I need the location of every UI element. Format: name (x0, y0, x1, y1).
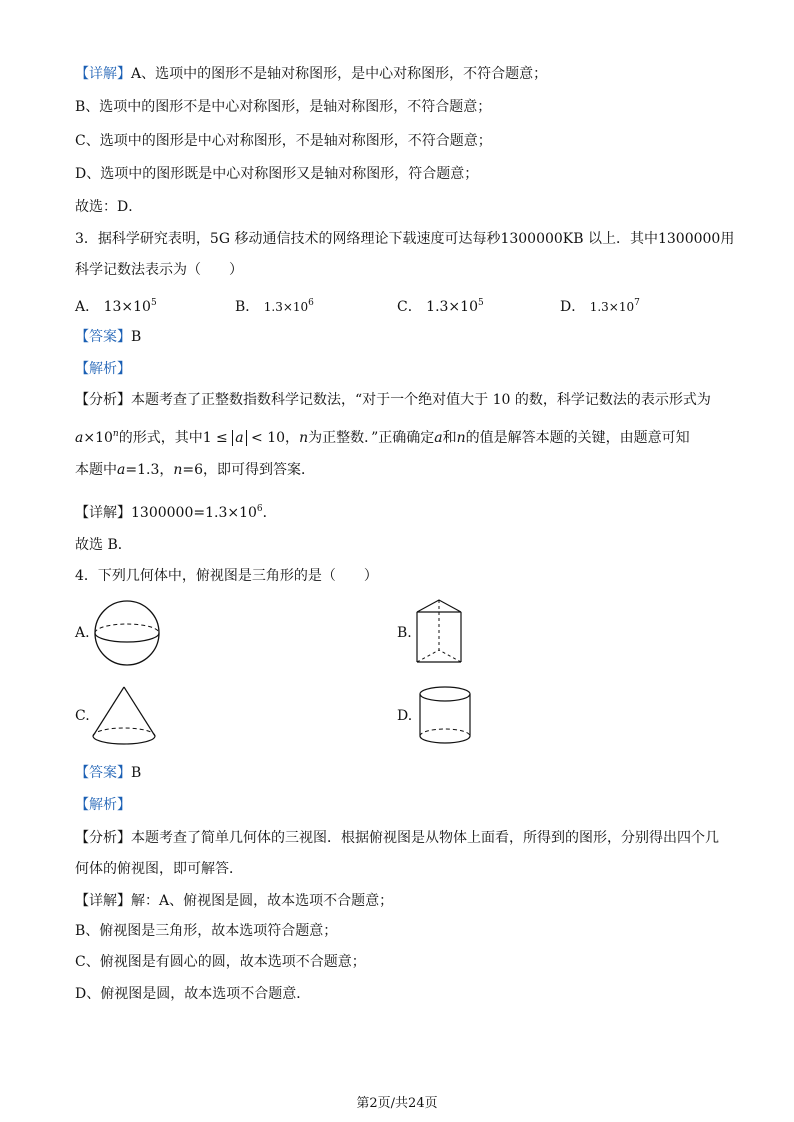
option-a: A． $13\times 10^5$ (75, 298, 157, 315)
cylinder-figure (416, 684, 474, 748)
option-d: D． $1.3\times 10^7$ (560, 298, 640, 315)
question-3-text: 科学记数法表示为（ ） (75, 262, 243, 278)
detail-line: B、俯视图是三角形，故本选项符合题意； (75, 923, 338, 939)
analysis-line: 本题中a=1.3，n=6，即可得到答案． (75, 462, 316, 478)
detail-line: C、俯视图是有圆心的圆，故本选项不合题意； (75, 954, 366, 970)
option-c-label: C. (75, 708, 90, 724)
text-line: 故选：D． (75, 199, 143, 215)
option-a-label: A. (75, 625, 90, 641)
section-tag: 【详解】 (75, 66, 131, 82)
analysis-line: $a\times 10^n$的形式，其中1 ≤ a < 10，n为正整数．”正确确定a和n的值是解答本题的关键，由题意可知 (75, 429, 690, 446)
detail-line: 【详解】$1300000=1.3\times 10^6$． (75, 504, 277, 521)
text-line: 故选 B． (75, 537, 132, 553)
text-line: 【详解】A、选项中的图形不是轴对称图形，是中心对称图形，不符合题意； (75, 66, 548, 82)
detail-line: 【详解】解：A、俯视图是圆，故本选项不合题意； (75, 893, 394, 909)
analysis-tag: 【解析】 (75, 361, 131, 377)
cone-figure (88, 684, 160, 748)
answer-line: 【答案】B (75, 765, 142, 781)
analysis-line: 【分析】本题考查了简单几何体的三视图．根据俯视图是从物体上面看，所得到的图形，分别得出四个几 (75, 830, 719, 846)
option-d-label: D. (397, 708, 413, 724)
text-line: D、选项中的图形既是中心对称图形又是轴对称图形，符合题意； (75, 166, 479, 182)
text-line: B、选项中的图形不是中心对称图形，是轴对称图形，不符合题意； (75, 99, 492, 115)
page-number: 第2页/共24页 (356, 1096, 438, 1111)
detail-line: D、俯视图是圆，故本选项不合题意． (75, 986, 311, 1002)
analysis-tag: 【解析】 (75, 797, 131, 813)
analysis-line: 【分析】本题考查了正整数指数科学记数法，“对于一个绝对值大于 10 的数，科学记数法的表示形式为 (75, 392, 711, 408)
option-b: B． $1.3\times 10^6$ (235, 298, 314, 315)
option-b-label: B. (397, 625, 412, 641)
question-4-text: 4．下列几何体中，俯视图是三角形的是（ ） (75, 568, 378, 584)
answer-line: 【答案】B (75, 329, 142, 345)
sphere-figure (92, 598, 162, 668)
option-c: C． $1.3\times 10^5$ (397, 298, 484, 315)
triangular-prism-figure (412, 598, 468, 666)
text-line: C、选项中的图形是中心对称图形，不是轴对称图形，不符合题意； (75, 133, 492, 149)
question-3-text: 3．据科学研究表明，5G 移动通信技术的网络理论下载速度可达每秒1300000KB 以上．其中1300000用 (75, 231, 735, 247)
analysis-line: 何体的俯视图，即可解答． (75, 861, 243, 877)
